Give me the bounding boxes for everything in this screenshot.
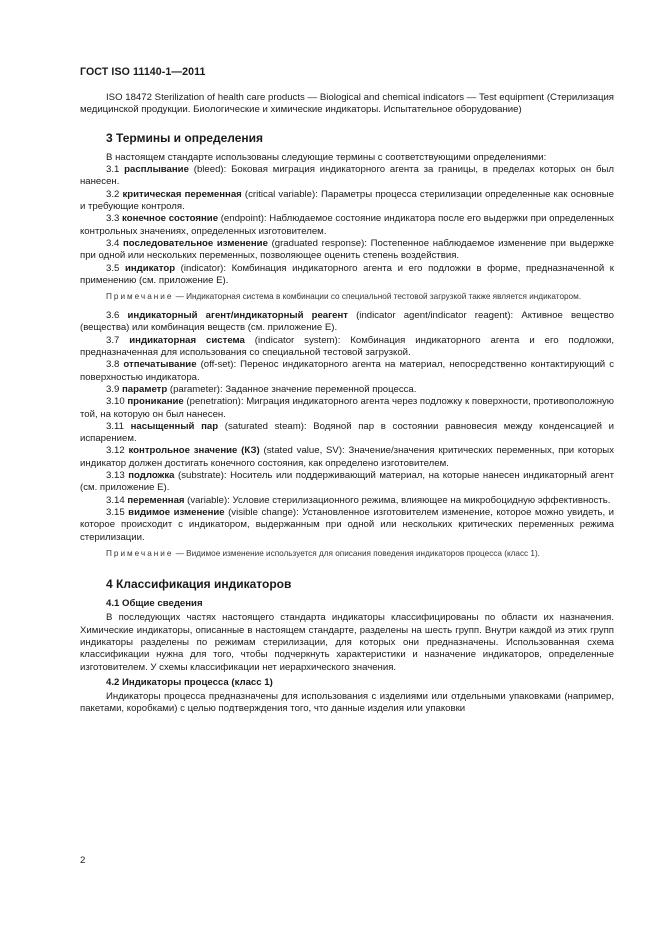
term-text: Значение/значения критических переменных, при которых индикатор должен достигать конечного состояния, как определено изготовителем. — [80, 445, 614, 469]
term-definition — [80, 359, 614, 384]
ref-iso18472: ISO 18472 Sterilization of health care products — Biological and chemical indicators — Test equipment (Стерилизация медицинской продукции. Биологические и химические индикаторы. Испытательное оборудование) — [80, 92, 614, 116]
term-name: последовательное изменение — [123, 237, 268, 249]
term-english: (penetration): — [183, 396, 247, 408]
term-text: Миграция индикаторного агента через подложку к поверхности, противоположную той, на которую он был нанесен. — [80, 396, 614, 420]
section-3-heading: 3 Термины и определения — [106, 130, 264, 145]
term-definition — [80, 238, 614, 263]
term-definition — [80, 335, 614, 360]
term-name: индикаторный агент/индикаторный реагент — [127, 310, 348, 322]
term-name: критическая переменная — [122, 188, 242, 200]
term-name: индикатор — [124, 262, 176, 274]
term-number: 3.15 — [106, 506, 125, 518]
section-4-1-heading: 4.1 Общие сведения — [106, 598, 203, 610]
term-name: отпечатывание — [123, 359, 197, 371]
term-name: конечное состояние — [122, 213, 219, 225]
term-english: (variable): — [184, 494, 233, 506]
note-2 — [80, 548, 614, 559]
note-1 — [80, 291, 614, 302]
term-number: 3.3 — [106, 213, 120, 225]
term-number: 3.2 — [106, 188, 120, 200]
note-2-text: — Видимое изменение используется для описания поведения индикаторов процесса (класс 1). — [173, 548, 540, 558]
term-number: 3.5 — [106, 262, 120, 274]
term-name: насыщенный пар — [130, 420, 219, 432]
note-1-text: — Индикаторная система в комбинации со специальной тестовой загрузкой также является индикатором. — [173, 292, 582, 302]
term-text: Боковая миграция индикаторного агента за границы, в пределах которых он был нанесен. — [80, 164, 614, 188]
term-english: (endpoint): — [218, 213, 270, 225]
term-english: (stated value, SV): — [259, 445, 349, 457]
term-text: Перенос индикаторного агента на материал, непосредственно контактирующий с поверхностью индикатора. — [80, 359, 615, 383]
term-text: Заданное значение переменной процесса. — [225, 383, 417, 395]
term-english: (indicator agent/indicator reagent): — [347, 310, 522, 322]
document-header: ГОСТ ISO 11140-1—2011 — [80, 66, 206, 78]
note-1-label: Примечание — [106, 292, 174, 302]
terms-list-2 — [80, 310, 614, 544]
section-3-intro: В настоящем стандарте использованы следующие термины с соответствующими определениями: — [106, 151, 547, 163]
term-number: 3.6 — [106, 310, 120, 322]
term-english: (critical variable): — [241, 188, 321, 200]
term-number: 3.1 — [106, 164, 120, 176]
term-number: 3.4 — [106, 237, 120, 249]
term-name: параметр — [122, 383, 168, 395]
term-definition — [80, 445, 614, 470]
term-number: 3.11 — [106, 420, 124, 432]
section-4-2-heading: 4.2 Индикаторы процесса (класс 1) — [106, 676, 273, 688]
document-body — [80, 92, 614, 716]
term-name: индикаторная система — [129, 334, 245, 346]
term-text: Параметры процесса стерилизации определенные как основные и требующие контроля. — [80, 188, 615, 213]
term-definition — [80, 213, 614, 238]
term-english: (off-set): — [196, 359, 241, 371]
term-english: (substrate): — [174, 470, 231, 482]
term-number: 3.13 — [106, 470, 125, 482]
term-text: Водяной пар в состоянии равновесия между конденсацией и испарением. — [80, 420, 614, 445]
term-number: 3.12 — [106, 445, 125, 457]
term-english: (bleed): — [188, 164, 232, 176]
note-2-label: Примечание — [106, 548, 174, 558]
term-text: Установленное изготовителем изменение, которое можно увидеть, и которое происходит с индикатором, выдержанным при одной или нескольких критических переменных режима стерилизации. — [80, 506, 615, 543]
term-text: Наблюдаемое состояние индикатора после его выдержки при определенных контрольных значениях, определенных изготовителем. — [80, 213, 614, 237]
term-definition — [80, 470, 614, 495]
term-english: (indicator system): — [244, 334, 351, 346]
term-definition — [80, 421, 614, 446]
term-name: видимое изменение — [128, 506, 225, 518]
term-english: (graduated response): — [267, 237, 371, 249]
term-english: (saturated steam): — [218, 420, 314, 432]
section-4-2-text: Индикаторы процесса предназначены для использования с изделиями или отдельными упаковками (например, пакетами, коробками) с целью подтверждения того, что данные изделия или упаковки — [80, 691, 614, 715]
term-definition — [80, 507, 614, 544]
term-definition — [80, 263, 614, 288]
page-number: 2 — [80, 855, 86, 866]
term-definition — [80, 189, 614, 214]
term-number: 3.7 — [106, 334, 120, 346]
term-english: (visible change): — [224, 506, 303, 518]
term-english: (indicator): — [175, 262, 232, 274]
term-name: контрольное значение (КЗ) — [128, 445, 260, 457]
term-name: подложка — [128, 470, 175, 482]
terms-list-1 — [80, 164, 614, 287]
term-english: (parameter): — [167, 383, 226, 395]
term-number: 3.9 — [106, 383, 120, 395]
term-definition — [80, 396, 614, 421]
term-text: Постепенное наблюдаемое изменение при выдержке при одной или нескольких переменных, позволяющее оценить степень воздействия. — [80, 237, 614, 262]
term-number: 3.8 — [106, 359, 120, 371]
term-text: Комбинация индикаторного агента и его подложки в форме, предназначенной к применению (см. приложение Е). — [80, 262, 614, 286]
term-name: проникание — [127, 396, 184, 408]
term-text: Комбинация индикаторного агента и его подложки, предназначенная для использования со специальной тестовой загрузкой. — [80, 334, 614, 359]
term-text: Условие стерилизационного режима, влияющее на микробоцидную эффективность. — [232, 494, 611, 506]
term-definition — [80, 310, 614, 335]
term-definition — [80, 384, 614, 396]
term-text: Носитель или поддерживающий материал, на которые нанесен индикаторный агент (см. приложение Е). — [80, 470, 614, 494]
term-definition — [80, 164, 614, 189]
term-number: 3.10 — [106, 396, 125, 408]
term-name: расплывание — [124, 164, 189, 176]
section-4-1-text: В последующих частях настоящего стандарта индикаторы классифицированы по области их назначения. Химические индикаторы, описанные в настоящем стандарте, разделены на шесть групп. Внутри каждой из этих групп индикаторы разделены по режимам стерилизации, для которых они предназначены. Использованная схема классификации нужна для того, чтобы подчеркнуть характеристики и назначение индикаторов, определенные изготовителем. У схемы классификации нет иерархического значения. — [80, 612, 614, 673]
section-4-heading: 4 Классификация индикаторов — [106, 576, 292, 591]
term-name: переменная — [127, 494, 185, 506]
term-definition — [80, 495, 614, 507]
term-number: 3.14 — [106, 494, 125, 506]
term-text: Активное вещество (вещества) или комбинация веществ (см. приложение Е). — [80, 310, 614, 334]
